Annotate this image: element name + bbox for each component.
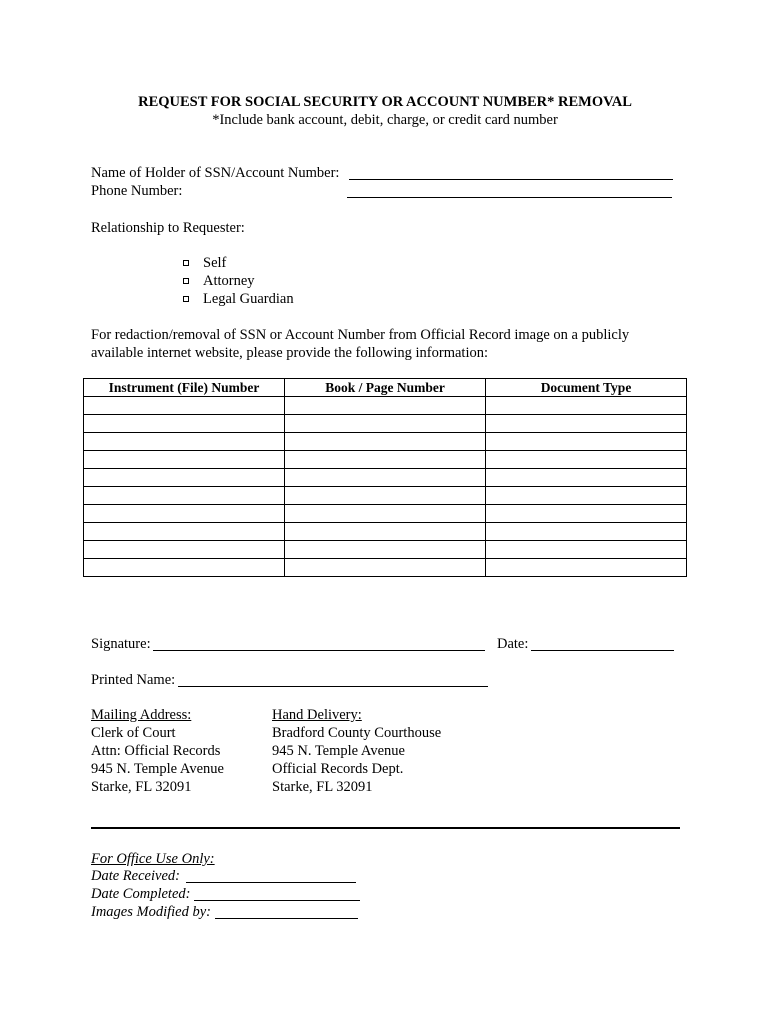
document-type-cell[interactable] [486,397,687,415]
date-label: Date: [497,636,529,652]
mailing-address-heading: Mailing Address: [91,707,192,723]
header-document-type: Document Type [486,379,687,397]
table-row [84,523,687,541]
instrument-number-cell[interactable] [84,505,285,523]
document-type-cell[interactable] [486,541,687,559]
hand-delivery-heading: Hand Delivery: [272,707,362,723]
instrument-number-cell[interactable] [84,469,285,487]
date-received-field[interactable] [186,882,356,883]
book-page-number-cell[interactable] [285,541,486,559]
hand-delivery-line-4: Starke, FL 32091 [272,779,373,795]
document-type-cell[interactable] [486,451,687,469]
signature-label: Signature: [91,636,151,652]
mailing-line-2: Attn: Official Records [91,743,221,759]
mailing-line-1: Clerk of Court [91,725,176,741]
instrument-number-cell[interactable] [84,487,285,505]
option-self[interactable] [183,254,226,272]
document-type-cell[interactable] [486,469,687,487]
phone-number-field[interactable] [347,197,672,198]
section-divider [91,827,680,829]
option-attorney-label: Attorney [203,273,255,289]
holder-name-field[interactable] [349,179,673,180]
date-completed-field[interactable] [194,900,360,901]
relationship-label: Relationship to Requester: [91,220,245,236]
option-attorney[interactable] [183,272,255,290]
instructions-line-2: available internet website, please provide the following information: [91,345,489,361]
mailing-line-3: 945 N. Temple Avenue [91,761,224,777]
option-legal-guardian[interactable] [183,290,294,308]
document-type-cell[interactable] [486,505,687,523]
table-row [84,469,687,487]
instrument-number-cell[interactable] [84,541,285,559]
book-page-number-cell[interactable] [285,469,486,487]
book-page-number-cell[interactable] [285,397,486,415]
checkbox-self[interactable] [183,260,189,266]
instrument-number-cell[interactable] [84,433,285,451]
document-type-cell[interactable] [486,487,687,505]
book-page-number-cell[interactable] [285,559,486,577]
document-type-cell[interactable] [486,559,687,577]
form-title: REQUEST FOR SOCIAL SECURITY OR ACCOUNT NUMBER* REMOVAL [138,94,632,110]
table-row [84,433,687,451]
table-row [84,415,687,433]
table-header-row [84,379,687,397]
table-row [84,505,687,523]
table-row [84,451,687,469]
checkbox-attorney[interactable] [183,278,189,284]
document-type-cell[interactable] [486,415,687,433]
instructions-line-1: For redaction/removal of SSN or Account Number from Official Record image on a publicly [91,327,630,343]
header-book-page-number: Book / Page Number [285,379,486,397]
table-row [84,541,687,559]
instrument-number-cell[interactable] [84,451,285,469]
hand-delivery-line-3: Official Records Dept. [272,761,404,777]
book-page-number-cell[interactable] [285,505,486,523]
book-page-number-cell[interactable] [285,487,486,505]
book-page-number-cell[interactable] [285,415,486,433]
table-row [84,397,687,415]
checkbox-legal-guardian[interactable] [183,296,189,302]
hand-delivery-line-1: Bradford County Courthouse [272,725,442,741]
mailing-line-4: Starke, FL 32091 [91,779,192,795]
date-completed-label: Date Completed: [91,886,191,902]
instrument-number-cell[interactable] [84,397,285,415]
table-row [84,487,687,505]
book-page-number-cell[interactable] [285,451,486,469]
holder-name-label: Name of Holder of SSN/Account Number: [91,165,340,181]
hand-delivery-line-2: 945 N. Temple Avenue [272,743,405,759]
images-modified-label: Images Modified by: [91,904,211,920]
book-page-number-cell[interactable] [285,523,486,541]
instrument-number-cell[interactable] [84,559,285,577]
phone-number-label: Phone Number: [91,183,183,199]
book-page-number-cell[interactable] [285,433,486,451]
date-received-label: Date Received: [91,868,180,884]
table-row [84,559,687,577]
option-self-label: Self [203,255,227,271]
date-field[interactable] [531,650,674,651]
form-subtitle: *Include bank account, debit, charge, or credit card number [212,112,558,128]
instrument-number-cell[interactable] [84,415,285,433]
signature-field[interactable] [153,650,485,651]
document-type-cell[interactable] [486,523,687,541]
printed-name-label: Printed Name: [91,672,176,688]
office-use-heading: For Office Use Only: [91,851,215,867]
printed-name-field[interactable] [178,686,488,687]
option-legal-guardian-label: Legal Guardian [203,291,294,307]
records-table [83,378,687,577]
header-instrument-number: Instrument (File) Number [84,379,285,397]
images-modified-field[interactable] [215,918,358,919]
document-type-cell[interactable] [486,433,687,451]
instrument-number-cell[interactable] [84,523,285,541]
